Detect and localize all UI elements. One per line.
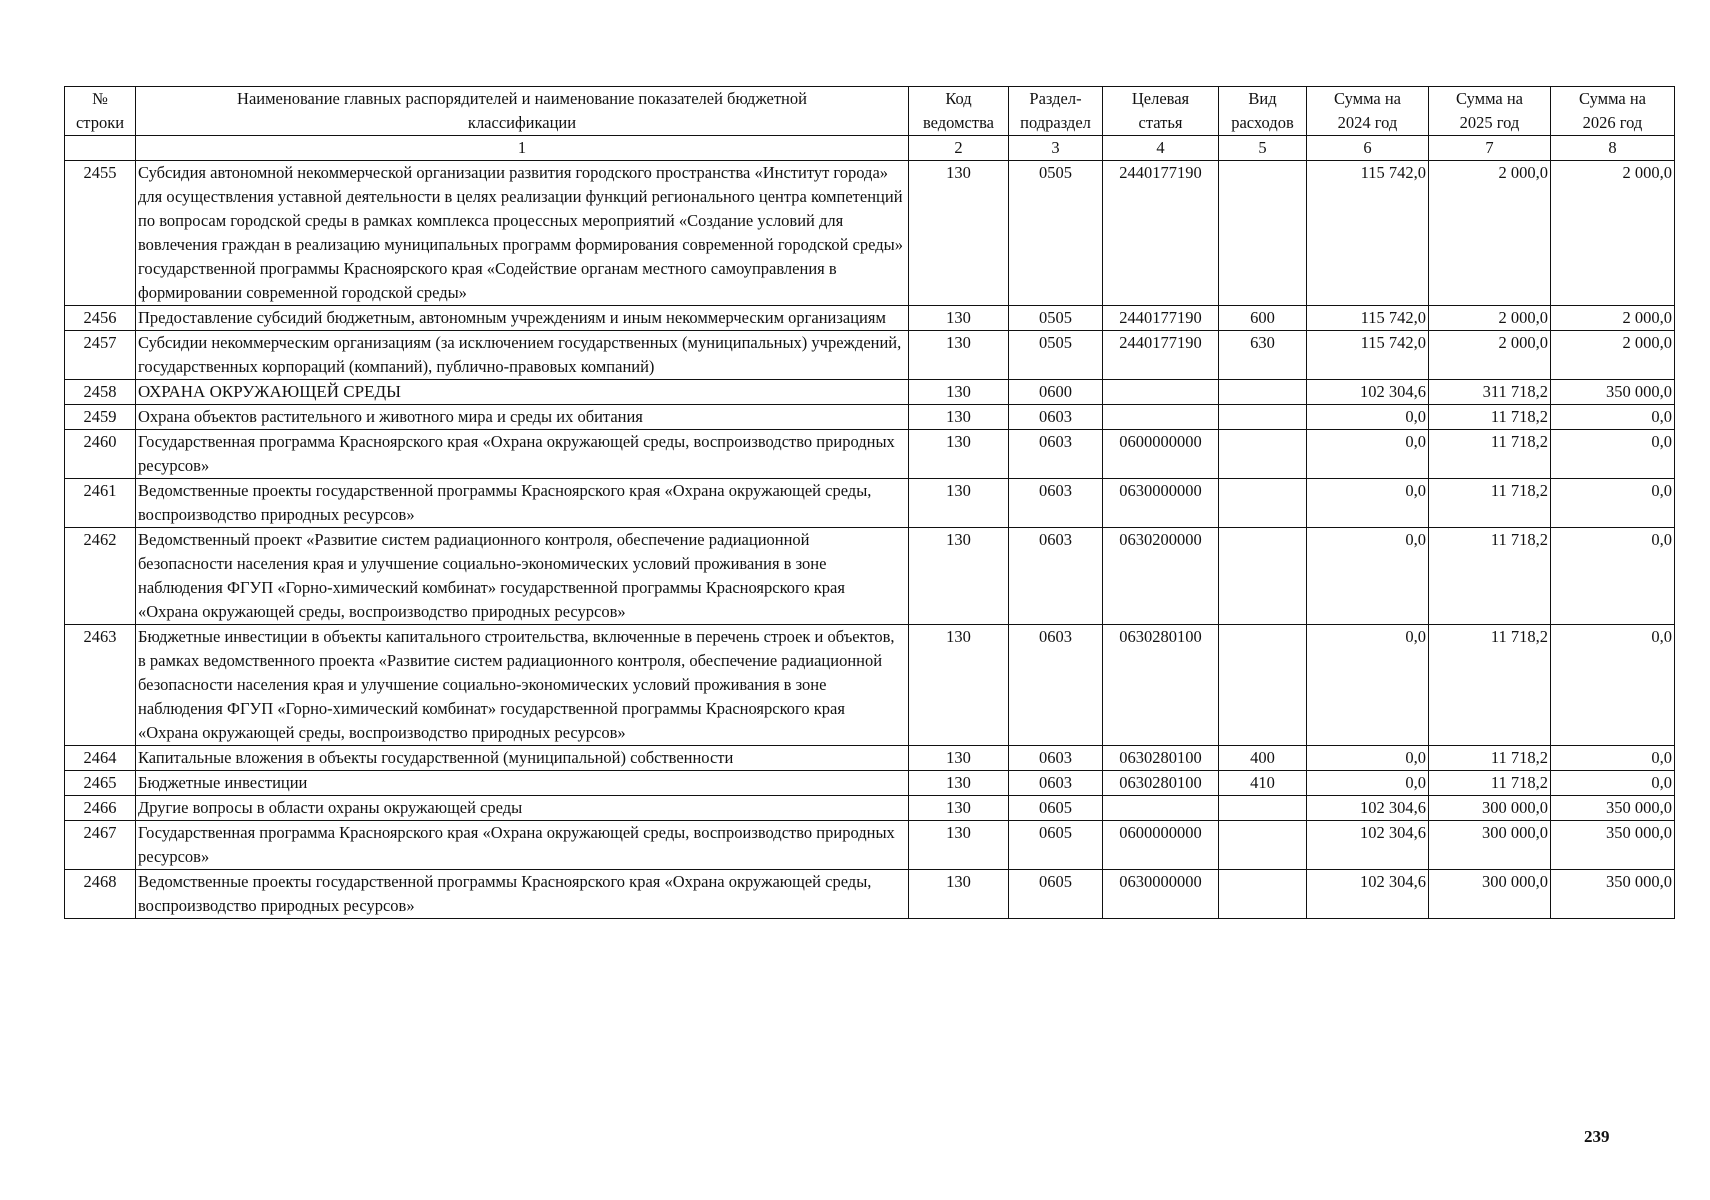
- row-sum-2024: 0,0: [1307, 528, 1429, 625]
- row-name: ОХРАНА ОКРУЖАЮЩЕЙ СРЕДЫ: [136, 380, 909, 405]
- row-sum-2025: 300 000,0: [1429, 796, 1551, 821]
- row-dept-code: 130: [909, 306, 1009, 331]
- row-target-article: 0630280100: [1103, 625, 1219, 746]
- row-name: Предоставление субсидий бюджетным, автономным учреждениям и иным некоммерческим организациям: [136, 306, 909, 331]
- header-dept-code: Код ведомства: [909, 87, 1009, 136]
- row-sum-2026: 0,0: [1551, 479, 1675, 528]
- row-name: Государственная программа Красноярского края «Охрана окружающей среды, воспроизводство природных ресурсов»: [136, 821, 909, 870]
- row-sum-2026: 0,0: [1551, 430, 1675, 479]
- row-sum-2024: 0,0: [1307, 625, 1429, 746]
- table-row: [65, 625, 1675, 746]
- row-sum-2024: 115 742,0: [1307, 161, 1429, 306]
- row-sum-2025: 11 718,2: [1429, 625, 1551, 746]
- row-number: 2456: [65, 306, 136, 331]
- row-target-article: 0600000000: [1103, 430, 1219, 479]
- row-name: Ведомственные проекты государственной программы Красноярского края «Охрана окружающей среды, воспроизводство природных ресурсов»: [136, 479, 909, 528]
- row-section: 0505: [1009, 306, 1103, 331]
- header-expense-kind: Вид расходов: [1219, 87, 1307, 136]
- row-number: 2465: [65, 771, 136, 796]
- header-row-number: № строки: [65, 87, 136, 136]
- row-sum-2025: 11 718,2: [1429, 746, 1551, 771]
- row-target-article: 2440177190: [1103, 306, 1219, 331]
- row-dept-code: 130: [909, 479, 1009, 528]
- table-row: [65, 331, 1675, 380]
- row-number: 2468: [65, 870, 136, 919]
- row-name: Бюджетные инвестиции: [136, 771, 909, 796]
- row-dept-code: 130: [909, 380, 1009, 405]
- row-section: 0605: [1009, 821, 1103, 870]
- row-expense-kind: [1219, 821, 1307, 870]
- table-row: [65, 479, 1675, 528]
- row-sum-2026: 2 000,0: [1551, 331, 1675, 380]
- header-section: Раздел- подраздел: [1009, 87, 1103, 136]
- row-number: 2457: [65, 331, 136, 380]
- row-target-article: [1103, 405, 1219, 430]
- row-number: 2464: [65, 746, 136, 771]
- table-row: [65, 306, 1675, 331]
- row-number: 2460: [65, 430, 136, 479]
- row-target-article: 2440177190: [1103, 161, 1219, 306]
- row-sum-2026: 0,0: [1551, 405, 1675, 430]
- row-sum-2024: 0,0: [1307, 479, 1429, 528]
- row-name: Другие вопросы в области охраны окружающей среды: [136, 796, 909, 821]
- row-dept-code: 130: [909, 161, 1009, 306]
- row-section: 0603: [1009, 746, 1103, 771]
- row-sum-2026: 350 000,0: [1551, 796, 1675, 821]
- row-dept-code: 130: [909, 796, 1009, 821]
- row-sum-2026: 2 000,0: [1551, 306, 1675, 331]
- table-row: [65, 161, 1675, 306]
- row-sum-2024: 0,0: [1307, 430, 1429, 479]
- row-sum-2024: 0,0: [1307, 771, 1429, 796]
- row-sum-2024: 102 304,6: [1307, 796, 1429, 821]
- table-row: [65, 870, 1675, 919]
- row-sum-2026: 0,0: [1551, 528, 1675, 625]
- row-sum-2025: 11 718,2: [1429, 430, 1551, 479]
- row-expense-kind: 630: [1219, 331, 1307, 380]
- row-dept-code: 130: [909, 430, 1009, 479]
- row-sum-2026: 0,0: [1551, 771, 1675, 796]
- row-name: Капитальные вложения в объекты государственной (муниципальной) собственности: [136, 746, 909, 771]
- row-sum-2025: 2 000,0: [1429, 161, 1551, 306]
- row-sum-2024: 115 742,0: [1307, 306, 1429, 331]
- row-section: 0603: [1009, 625, 1103, 746]
- row-dept-code: 130: [909, 746, 1009, 771]
- row-number: 2462: [65, 528, 136, 625]
- row-dept-code: 130: [909, 625, 1009, 746]
- row-sum-2024: 102 304,6: [1307, 821, 1429, 870]
- table-row: [65, 796, 1675, 821]
- header-name: Наименование главных распорядителей и наименование показателей бюджетной классификации: [136, 87, 909, 136]
- row-sum-2026: 0,0: [1551, 625, 1675, 746]
- row-expense-kind: 600: [1219, 306, 1307, 331]
- row-section: 0603: [1009, 479, 1103, 528]
- table-row: [65, 430, 1675, 479]
- row-sum-2025: 2 000,0: [1429, 331, 1551, 380]
- row-target-article: 0630280100: [1103, 746, 1219, 771]
- page-number: 239: [1584, 1127, 1610, 1146]
- column-number: 1: [136, 136, 909, 161]
- header-row: [65, 87, 1675, 136]
- row-section: 0605: [1009, 796, 1103, 821]
- table-row: [65, 380, 1675, 405]
- row-sum-2026: 350 000,0: [1551, 821, 1675, 870]
- row-dept-code: 130: [909, 331, 1009, 380]
- row-sum-2025: 311 718,2: [1429, 380, 1551, 405]
- row-number: 2458: [65, 380, 136, 405]
- row-name: Ведомственный проект «Развитие систем радиационного контроля, обеспечение радиационной безопасности населения края и улучшение социально-экономических условий проживания в зоне наблюдения ФГУП «Горно-химический комбинат» государственной программы Красноярского края «Охрана окружающей среды, воспроизводство природных ресурсов»: [136, 528, 909, 625]
- row-target-article: [1103, 796, 1219, 821]
- table-row: [65, 746, 1675, 771]
- row-number: 2467: [65, 821, 136, 870]
- row-dept-code: 130: [909, 821, 1009, 870]
- row-expense-kind: [1219, 161, 1307, 306]
- header-sum-2024: Сумма на 2024 год: [1307, 87, 1429, 136]
- column-number: 5: [1219, 136, 1307, 161]
- row-sum-2026: 350 000,0: [1551, 380, 1675, 405]
- row-target-article: 0630000000: [1103, 870, 1219, 919]
- row-target-article: 0630200000: [1103, 528, 1219, 625]
- row-name: Государственная программа Красноярского края «Охрана окружающей среды, воспроизводство природных ресурсов»: [136, 430, 909, 479]
- row-sum-2024: 0,0: [1307, 405, 1429, 430]
- row-expense-kind: [1219, 870, 1307, 919]
- column-number: 8: [1551, 136, 1675, 161]
- row-section: 0603: [1009, 430, 1103, 479]
- row-expense-kind: [1219, 405, 1307, 430]
- row-dept-code: 130: [909, 405, 1009, 430]
- column-number: 2: [909, 136, 1009, 161]
- row-sum-2025: 2 000,0: [1429, 306, 1551, 331]
- table-row: [65, 405, 1675, 430]
- table-row: [65, 528, 1675, 625]
- column-number: 7: [1429, 136, 1551, 161]
- row-number: 2461: [65, 479, 136, 528]
- row-target-article: 2440177190: [1103, 331, 1219, 380]
- row-section: 0603: [1009, 405, 1103, 430]
- header-target-article: Целевая статья: [1103, 87, 1219, 136]
- row-section: 0600: [1009, 380, 1103, 405]
- row-expense-kind: [1219, 430, 1307, 479]
- row-sum-2026: 2 000,0: [1551, 161, 1675, 306]
- row-number: 2459: [65, 405, 136, 430]
- row-name: Субсидия автономной некоммерческой организации развития городского пространства «Институт города» для осуществления уставной деятельности в целях реализации функций регионального центра компетенций по вопросам городской среды в рамках комплекса процессных мероприятий «Создание условий для вовлечения граждан в реализацию муниципальных программ формирования современной городской среды» государственной программы Красноярского края «Содействие органам местного самоуправления в формировании современной городской среды»: [136, 161, 909, 306]
- row-sum-2025: 300 000,0: [1429, 870, 1551, 919]
- row-section: 0605: [1009, 870, 1103, 919]
- row-expense-kind: [1219, 479, 1307, 528]
- row-expense-kind: [1219, 796, 1307, 821]
- row-section: 0603: [1009, 528, 1103, 625]
- row-section: 0505: [1009, 331, 1103, 380]
- header-sum-2026: Сумма на 2026 год: [1551, 87, 1675, 136]
- row-number: 2466: [65, 796, 136, 821]
- row-name: Ведомственные проекты государственной программы Красноярского края «Охрана окружающей среды, воспроизводство природных ресурсов»: [136, 870, 909, 919]
- row-sum-2025: 11 718,2: [1429, 405, 1551, 430]
- row-expense-kind: [1219, 380, 1307, 405]
- row-target-article: 0630280100: [1103, 771, 1219, 796]
- row-expense-kind: 400: [1219, 746, 1307, 771]
- row-dept-code: 130: [909, 870, 1009, 919]
- row-sum-2024: 115 742,0: [1307, 331, 1429, 380]
- column-number: 3: [1009, 136, 1103, 161]
- row-name: Субсидии некоммерческим организациям (за исключением государственных (муниципальных) учреждений, государственных корпораций (компаний), публично-правовых компаний): [136, 331, 909, 380]
- row-sum-2026: 0,0: [1551, 746, 1675, 771]
- column-number: [65, 136, 136, 161]
- row-expense-kind: 410: [1219, 771, 1307, 796]
- row-section: 0603: [1009, 771, 1103, 796]
- row-sum-2024: 102 304,6: [1307, 870, 1429, 919]
- row-name: Бюджетные инвестиции в объекты капитального строительства, включенные в перечень строек и объектов, в рамках ведомственного проекта «Развитие систем радиационного контроля, обеспечение радиационной безопасности населения края и улучшение социально-экономических условий проживания в зоне наблюдения ФГУП «Горно-химический комбинат» государственной программы Красноярского края «Охрана окружающей среды, воспроизводство природных ресурсов»: [136, 625, 909, 746]
- row-name: Охрана объектов растительного и животного мира и среды их обитания: [136, 405, 909, 430]
- row-expense-kind: [1219, 528, 1307, 625]
- row-section: 0505: [1009, 161, 1103, 306]
- row-number: 2455: [65, 161, 136, 306]
- row-dept-code: 130: [909, 528, 1009, 625]
- row-sum-2025: 11 718,2: [1429, 771, 1551, 796]
- row-sum-2025: 11 718,2: [1429, 528, 1551, 625]
- budget-table: [64, 86, 1675, 919]
- row-target-article: 0630000000: [1103, 479, 1219, 528]
- row-number: 2463: [65, 625, 136, 746]
- column-number: 6: [1307, 136, 1429, 161]
- column-number-row: [65, 136, 1675, 161]
- row-target-article: [1103, 380, 1219, 405]
- row-target-article: 0600000000: [1103, 821, 1219, 870]
- header-sum-2025: Сумма на 2025 год: [1429, 87, 1551, 136]
- row-sum-2024: 102 304,6: [1307, 380, 1429, 405]
- table-row: [65, 771, 1675, 796]
- row-sum-2026: 350 000,0: [1551, 870, 1675, 919]
- row-dept-code: 130: [909, 771, 1009, 796]
- row-expense-kind: [1219, 625, 1307, 746]
- row-sum-2024: 0,0: [1307, 746, 1429, 771]
- row-sum-2025: 11 718,2: [1429, 479, 1551, 528]
- table-row: [65, 821, 1675, 870]
- column-number: 4: [1103, 136, 1219, 161]
- row-sum-2025: 300 000,0: [1429, 821, 1551, 870]
